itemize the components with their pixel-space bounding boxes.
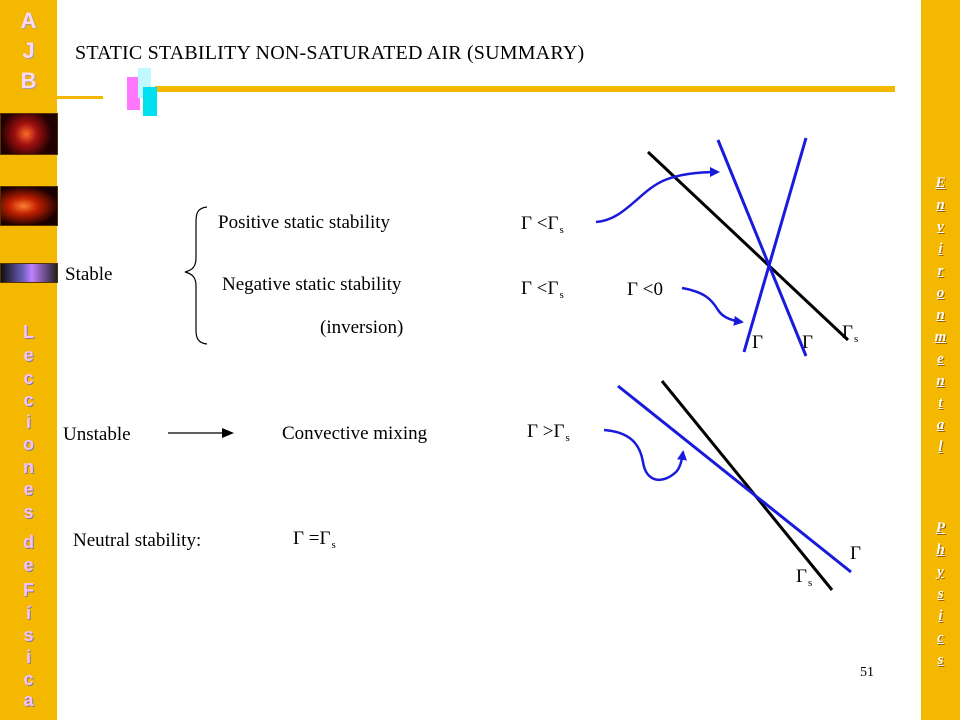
page-title: STATIC STABILITY NON-SATURATED AIR (SUMMARY) [75,42,585,64]
expr-unstable: $\Gamma >\Gamma_s$ [527,421,570,444]
gamma-s-line-bottom [662,381,832,590]
environmental-letter: E [935,175,946,191]
convective-mixing-label: Convective mixing [282,423,428,444]
physics-letter: i [938,608,943,624]
environmental-letter: n [936,197,945,213]
sidebar-letter: s [23,502,34,522]
sidebar-letter: i [25,647,31,667]
gamma-line-steep-2 [744,138,806,352]
sidebar-letter: L [23,322,34,342]
sidebar-letter: í [25,603,31,623]
stable-label: Stable [65,264,113,285]
page-number: 51 [860,665,874,680]
environmental-letter: r [937,263,944,279]
logo-letter-b: B [20,68,37,93]
sidebar-letter: e [23,479,34,499]
environmental-letter: a [936,417,945,433]
sidebar-letter: n [23,457,34,477]
diagram-label-gamma-1: Γ [752,332,763,353]
gamma-line-steep-1 [718,140,806,356]
expr-negative: $\Gamma <\Gamma_s$ [521,278,564,301]
logo-letter-j: J [22,38,35,63]
environmental-letter: n [936,373,945,389]
environmental-letter: t [938,395,943,411]
sidebar-letter: e [23,555,34,575]
expr-neutral: $\Gamma =\Gamma_s$ [293,528,336,551]
sidebar-letter: a [23,690,34,710]
environmental-letter: n [936,307,945,323]
gamma-s-line-top [648,152,848,340]
environmental-letter: i [938,241,943,257]
sidebar-letter: c [23,669,34,689]
sidebar-letter: e [23,345,34,365]
physics-letter: P [935,520,946,536]
expr-inversion: Γ <0 [627,279,663,300]
sidebar-letter: i [25,412,31,432]
physics-letter: y [937,564,944,580]
physics-letter: s [937,652,944,668]
diagram-label-gamma-s-bottom: $\Gamma_s$ [796,566,813,589]
inversion-curve-arrow [682,288,742,322]
sidebar-letter: o [23,434,34,454]
sidebar-letter: c [23,390,34,410]
expr-positive: $\Gamma <\Gamma_s$ [521,213,564,236]
diagram-label-gamma-bottom: Γ [850,543,861,564]
environmental-letter: o [936,285,945,301]
sidebar-letter: c [23,368,34,388]
diagram-label-gamma-s-top: $\Gamma_s$ [842,322,859,345]
environmental-letter: v [937,219,944,235]
environmental-letter: l [938,439,943,455]
environmental-letter: e [937,351,944,367]
physics-letter: c [937,630,944,646]
physics-letter: h [936,542,945,558]
stable-brace [185,207,207,344]
logo-letter-a: A [20,8,37,33]
physics-letter: s [937,586,944,602]
unstable-label: Unstable [63,424,131,445]
sidebar-letter: d [23,532,34,552]
unstable-curve-arrow [604,430,683,480]
environmental-letter: m [934,329,947,345]
positive-curve-arrow [596,172,718,222]
neutral-stability-label: Neutral stability: [73,530,202,551]
sidebar-letter: s [23,625,34,645]
sidebar-letter: F [23,580,34,600]
inversion-label: (inversion) [320,317,404,338]
negative-stability-label: Negative static stability [222,274,402,295]
positive-stability-label: Positive static stability [218,212,391,233]
diagram-label-gamma-2: Γ [802,332,813,353]
